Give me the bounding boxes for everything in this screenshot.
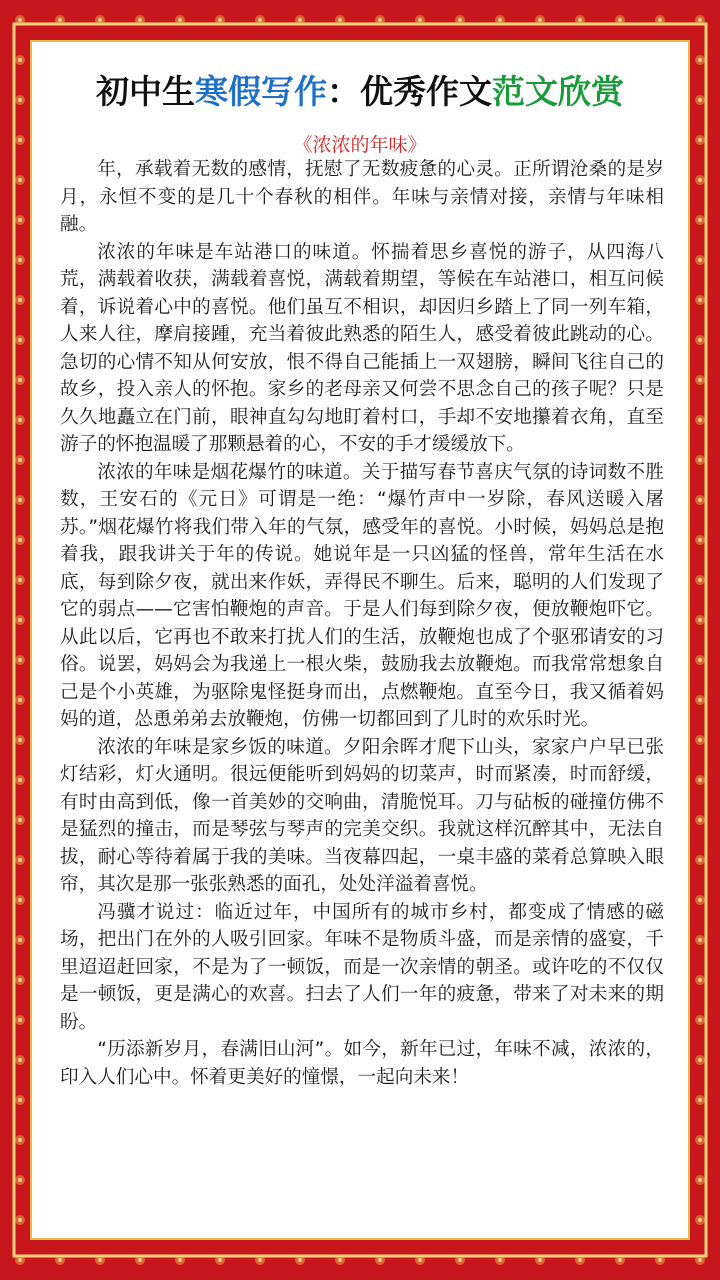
page-title: [0, 66, 720, 113]
paragraph: 浓浓的年味是烟花爆竹的味道。关于描写春节喜庆气氛的诗词数不胜数，王安石的《元日》可谓是一绝：“爆竹声中一岁除，春风送暖入屠苏。”烟花爆竹将我们带入年的气氛，感受年的喜悦。小时候，妈妈总是抱着我，跟我讲关于年的传说。她说年是一只凶猛的怪兽，常年生活在水底，每到除夕夜，就出来作妖，弄得民不聊生。后来，聪明的人们发现了它的弱点——它害怕鞭炮的声音。于是人们每到除夕夜，便放鞭炮吓它。从此以后，它再也不敢来打扰人们的生活，放鞭炮也成了个驱邪请安的习俗。说罢，妈妈会为我递上一根火柴，鼓励我去放鞭炮。而我常常想象自己是个小英雄，为驱除鬼怪挺身而出，点燃鞭炮。直至今日，我又循着妈妈的道，怂恿弟弟去放鞭炮，仿佛一切都回到了儿时的欢乐时光。: [60, 461, 664, 730]
title-part-4: 范文欣赏: [492, 72, 624, 111]
article-body: [60, 156, 664, 1091]
title-part-2: 寒假写作: [195, 72, 327, 111]
title-part-1: 初中生: [96, 72, 195, 111]
paragraph: 浓浓的年味是车站港口的味道。怀揣着思乡喜悦的游子，从四海八荒，满载着收获，满载着喜悦，满载着期望，等候在车站港口，相互问候着，诉说着心中的喜悦。他们虽互不相识，却因归乡踏上了同一列车箱，人来人往，摩肩接踵，充当着彼此熟悉的陌生人，感受着彼此跳动的心。急切的心情不知从何安放，恨不得自己能插上一双翅膀，瞬间飞往自己的故乡，投入亲人的怀抱。家乡的老母亲又何尝不思念自己的孩子呢？只是久久地矗立在门前，眼神直勾勾地盯着村口，手却不安地攥着衣角，直至游子的怀抱温暖了那颗悬着的心，不安的手才缓缓放下。: [60, 241, 664, 455]
paragraph: 冯骥才说过：临近过年，中国所有的城市乡村，都变成了情感的磁场，把出门在外的人吸引回家。年味不是物质斗盛，而是亲情的盛宴，千里迢迢赶回家，不是为了一顿饭，而是一次亲情的朝圣。或许吃的不仅仅是一顿饭，更是满心的欢喜。扫去了人们一年的疲惫，带来了对未来的期盼。: [60, 901, 664, 1033]
paragraph: 年，承载着无数的感情，抚慰了无数疲惫的心灵。正所谓沧桑的是岁月，永恒不变的是几十个春秋的相伴。年味与亲情对接，亲情与年味相融。: [60, 159, 664, 235]
paragraph: 浓浓的年味是家乡饭的味道。夕阳余晖才爬下山头，家家户户早已张灯结彩，灯火通明。很远便能听到妈妈的切菜声，时而紧凑，时而舒缓，有时由高到低，像一首美妙的交响曲，清脆悦耳。刀与砧板的碰撞仿佛不是猛烈的撞击，而是琴弦与琴声的完美交织。我就这样沉醉其中，无法自拔，耐心等待着属于我的美味。当夜幕四起，一桌丰盛的菜肴总算映入眼帘，其次是那一张张熟悉的面孔，处处洋溢着喜悦。: [60, 736, 664, 895]
article-title: 《浓浓的年味》: [293, 134, 427, 156]
title-part-3: ：优秀作文: [327, 72, 492, 111]
paragraph: “历添新岁月，春满旧山河”。如今，新年已过，年味不减，浓浓的，印入人们心中。怀着更美好的憧憬，一起向未来！: [60, 1039, 664, 1088]
